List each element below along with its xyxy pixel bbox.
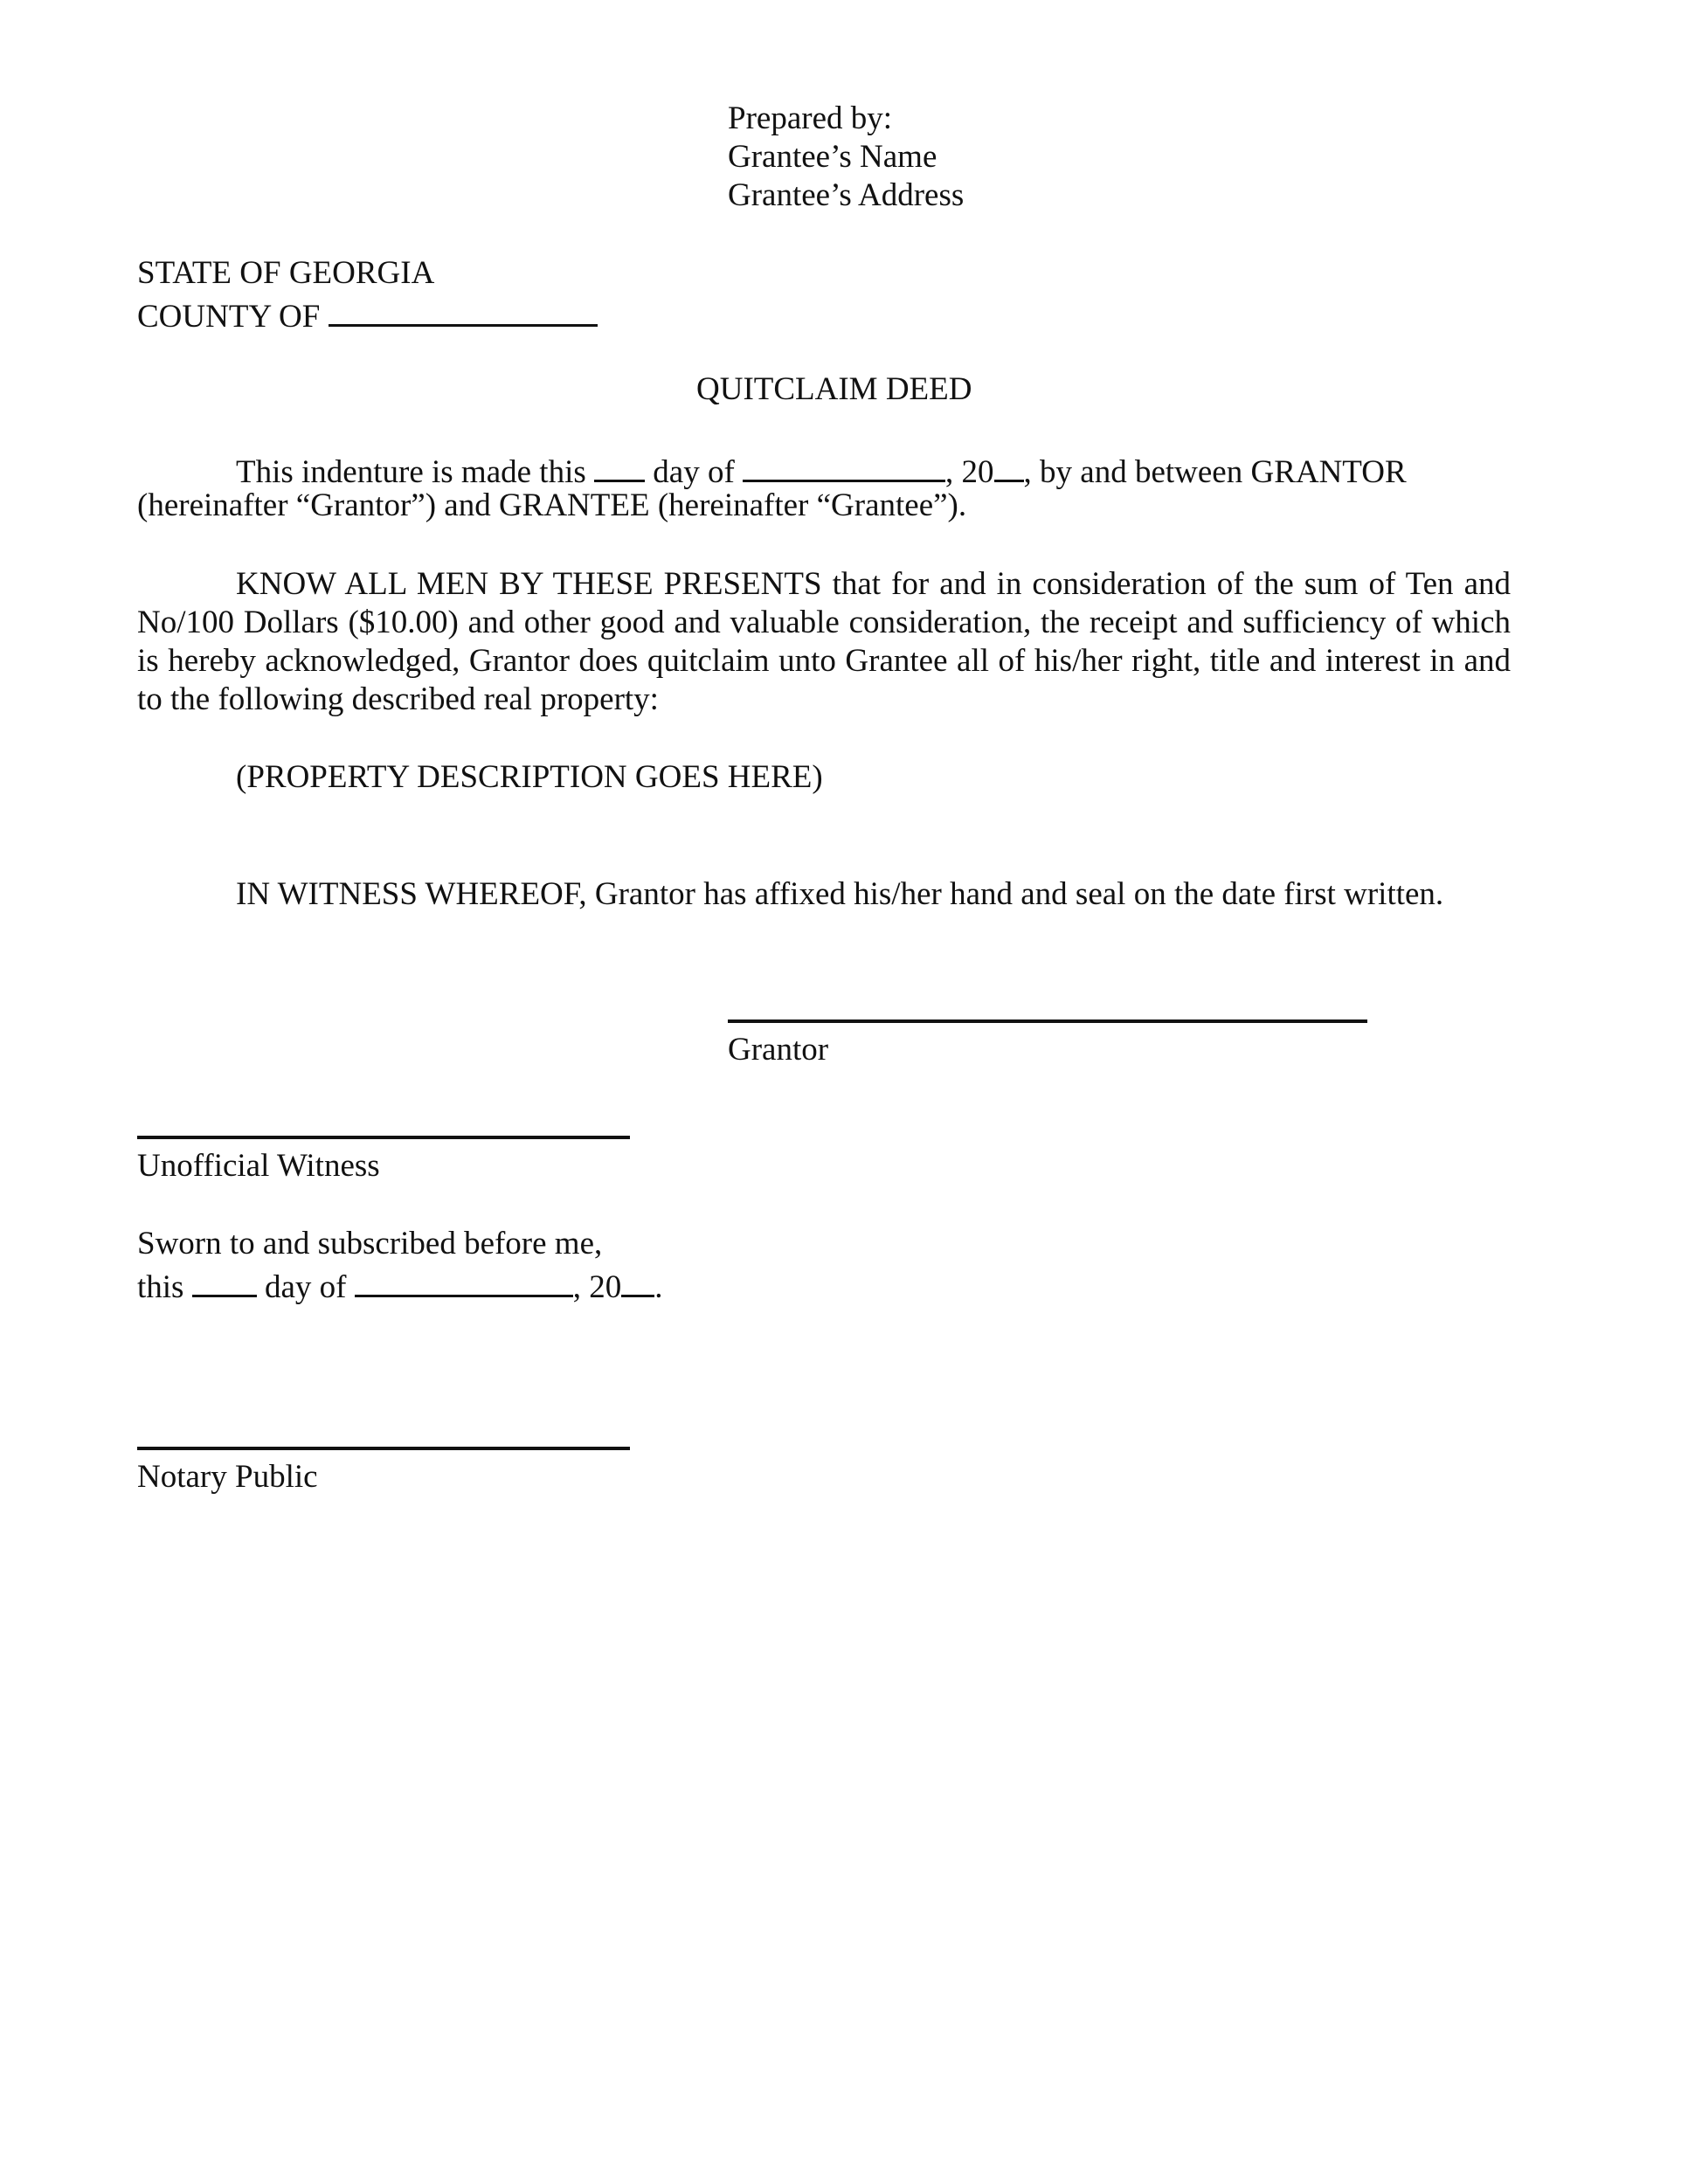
jurat-line-1: Sworn to and subscribed before me,	[137, 1226, 603, 1261]
jurat-year-blank[interactable]	[621, 1263, 654, 1297]
notary-signature-line[interactable]	[137, 1447, 630, 1450]
jurat-day-blank[interactable]	[192, 1263, 257, 1297]
grantee-address: Grantee’s Address	[728, 177, 965, 213]
witness-label: Unofficial Witness	[137, 1148, 380, 1184]
consideration-line-3: is hereby acknowledged, Grantor does quitclaim unto Grantee all of his/her right, title and interest in and	[137, 643, 1511, 679]
county-label: COUNTY OF	[137, 299, 321, 335]
county-line	[137, 293, 598, 336]
jurat-text-2: day of	[264, 1269, 347, 1305]
witness-signature-line[interactable]	[137, 1136, 630, 1139]
prepared-by-label: Prepared by:	[728, 100, 893, 136]
consideration-line-4: to the following described real property:	[137, 681, 659, 717]
indenture-line-2: (hereinafter “Grantor”) and GRANTEE (hereinafter “Grantee”).	[137, 487, 967, 523]
jurat-line-2	[137, 1263, 662, 1307]
indenture-text-1: This indenture is made this	[236, 454, 586, 490]
grantor-label: Grantor	[728, 1032, 829, 1068]
document-title: QUITCLAIM DEED	[696, 371, 972, 407]
indenture-text-2: day of	[653, 454, 735, 490]
consideration-line-2: No/100 Dollars ($10.00) and other good and valuable consideration, the receipt and sufficiency of which	[137, 605, 1511, 640]
indenture-year-blank[interactable]	[994, 448, 1024, 482]
indenture-text-4: , by and between GRANTOR	[1023, 454, 1407, 490]
grantee-name: Grantee’s Name	[728, 139, 937, 175]
property-description: (PROPERTY DESCRIPTION GOES HERE)	[236, 759, 823, 795]
indenture-line-1	[236, 448, 1407, 492]
state-heading: STATE OF GEORGIA	[137, 255, 435, 291]
witness-clause: IN WITNESS WHEREOF, Grantor has affixed his/her hand and seal on the date first written.	[236, 876, 1444, 912]
indenture-text-3: , 20	[945, 454, 994, 490]
jurat-month-blank[interactable]	[355, 1263, 573, 1297]
jurat-text-1: this	[137, 1269, 184, 1305]
jurat-text-3: , 20	[572, 1269, 622, 1305]
grantor-signature-line[interactable]	[728, 1019, 1367, 1023]
county-blank[interactable]	[329, 293, 598, 327]
indenture-day-blank[interactable]	[594, 448, 645, 482]
consideration-line-1: KNOW ALL MEN BY THESE PRESENTS that for and in consideration of the sum of Ten and	[236, 566, 1511, 602]
indenture-month-blank[interactable]	[743, 448, 945, 482]
notary-label: Notary Public	[137, 1459, 318, 1495]
jurat-text-4: .	[654, 1269, 663, 1305]
